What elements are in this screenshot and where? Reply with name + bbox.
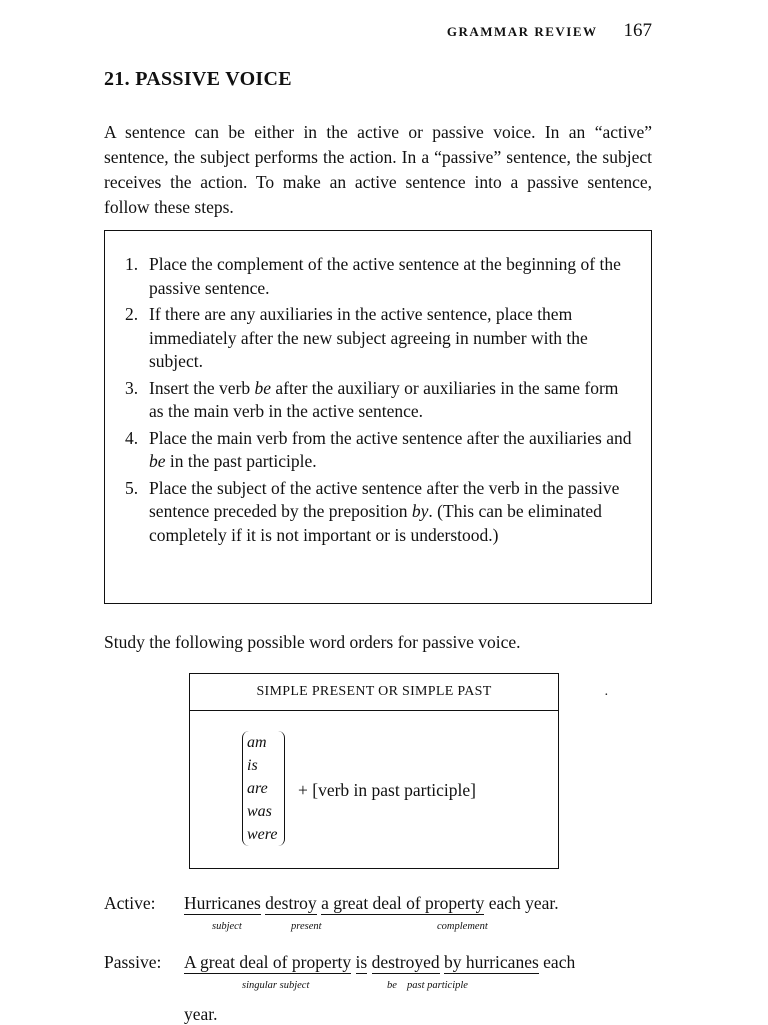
be-form: am <box>247 734 267 751</box>
section-title: 21. PASSIVE VOICE <box>104 68 292 90</box>
word-order-table <box>189 673 559 869</box>
step-text: Place the subject of the active sentence after the verb in the passive sentence preceded by the preposition <box>149 477 620 521</box>
example-sentence <box>184 952 575 973</box>
sentence-wrap: year. <box>184 1004 218 1024</box>
running-head: GRAMMAR REVIEW <box>446 24 598 39</box>
step-text: Place the complement of the active sentence at the beginning of the passive sentence. <box>149 254 621 298</box>
example-sentence <box>184 893 559 914</box>
step-emphasis: be <box>254 377 271 398</box>
step-text: Insert the verb <box>149 377 255 398</box>
word-order-table-body <box>190 711 558 869</box>
step-item <box>125 253 633 300</box>
page-header <box>447 20 652 42</box>
annotation: present <box>291 921 322 932</box>
step-number: 4. <box>125 427 139 448</box>
step-item <box>125 303 633 374</box>
annotation: be <box>387 980 397 991</box>
word-order-table-heading: SIMPLE PRESENT OR SIMPLE PAST <box>190 674 558 711</box>
step-emphasis: by <box>411 501 429 521</box>
be-form: is <box>247 757 258 774</box>
step-number: 2. <box>125 304 139 324</box>
example-label: Active: <box>104 893 156 913</box>
intro-paragraph: A sentence can be either in the active or passive voice. In an “active” sentence, the subject performs the action. In a “passive” sentence, the subject receives the action. To make an active sentence into a passive sentence, follow these steps. <box>104 122 652 217</box>
participle-rule: + [verb in past participle] <box>298 780 476 800</box>
annotation: complement <box>437 921 488 932</box>
be-forms-bracket <box>242 731 285 846</box>
step-text: in the past participle. <box>165 451 317 471</box>
step-text: If there are any auxiliaries in the active sentence, place them immediately after the new subject agreeing in number with the subject. <box>149 304 588 371</box>
step-text: Place the main verb from the active sentence after the auxiliaries and <box>149 427 632 448</box>
lead-sentence: Study the following possible word orders for passive voice. <box>104 632 521 652</box>
be-form: are <box>247 780 268 797</box>
sentence-rest: each <box>543 952 576 972</box>
step-text: . (This can be eliminated completely if it is not important or is understood.) <box>149 501 602 545</box>
step-item <box>125 427 633 474</box>
step-text: after the auxiliary or auxiliaries in the same form as the main verb in the active sentence. <box>149 377 619 421</box>
sentence-agent: by hurricanes <box>444 952 539 972</box>
step-number: 5. <box>125 477 139 498</box>
step-item <box>125 477 633 548</box>
annotation: past participle <box>407 980 468 991</box>
annotation: subject <box>212 921 242 932</box>
sentence-rest: each year. <box>488 893 559 913</box>
sentence-participle: destroyed <box>371 952 440 972</box>
page-number: 167 <box>623 20 652 41</box>
step-number: 1. <box>125 254 139 274</box>
annotation: singular subject <box>242 980 310 991</box>
be-form: were <box>247 826 278 843</box>
sentence-be: is <box>355 952 368 972</box>
step-number: 3. <box>125 377 139 398</box>
example-label: Passive: <box>104 952 162 972</box>
sentence-subject: A great deal of property <box>184 952 352 972</box>
sentence-subject: Hurricanes <box>184 893 261 913</box>
step-emphasis: be <box>149 451 166 471</box>
stray-dot: · <box>604 688 609 703</box>
sentence-verb: destroy <box>265 893 317 913</box>
sentence-complement: a great deal of property <box>321 893 485 913</box>
step-item <box>125 377 633 424</box>
steps-box <box>104 230 652 604</box>
be-form: was <box>247 803 272 820</box>
steps-list <box>105 231 651 547</box>
